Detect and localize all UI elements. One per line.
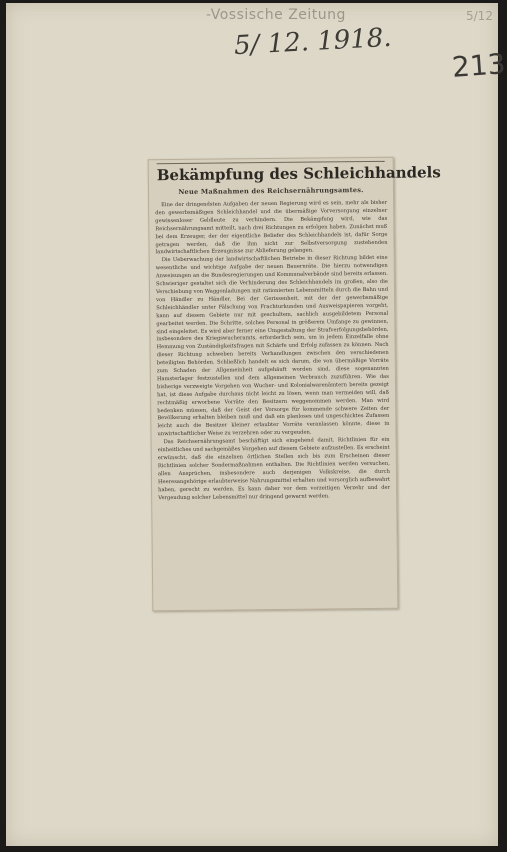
page-number: 213 [450,47,507,84]
corner-note: 5/12 [466,9,493,23]
article-body [155,200,390,503]
article-headline: Bekämpfung des Schleichhandels [157,161,385,185]
archive-sheet [6,3,507,846]
handwritten-date: 5/ 12. 1918. [233,22,393,62]
article-paragraph: Eine der dringendsten Aufgaben der neuen Regierung wird es sein, mehr als bisher den gewerbsmäßigen Schleichhandel und die übermäßige Vorversorgung einzelner gewissenloser Geldleute zu verhindern. Die Bekämpfung wird, wie das Reichsernährungsamt mitteilt, nach drei Richtungen zu erfolgen haben. Zunächst muß bei dem Erzeuger, der der eigentliche Beliefer des Schleichhandels ist, dafür Sorge getragen werden, daß die ihm nicht zur Selbstversorgung zustehenden landwirtschaftlichen Erzeugnisse zur Ablieferung gelangen. [155,199,388,256]
article-paragraph: Das Reichsernährungsamt beschäftigt sich eingehend damit, Richtlinien für ein einheitliches und sachgemäßes Vorgehen auf diesem Gebiete aufzustellen. Es erscheint erwünscht, daß die einzelnen örtlichen Stellen sich bis zum Erscheinen dieser Richtlinien solcher Sondermaßnahmen enthalten. Die Richtlinien werden versuchen, allen Ansprüchen, insbesondere auch derjenigen Volkskreise, die durch Heeresangehörige erlaubterweise Nahrungsmittel erhalten und vorsorglich aufbewahrt haben, gerecht zu werden. Es kann daher vor dem vorzeitigen Verzehr und der Vergeudung solcher Lebensmittel nur dringend gewarnt werden. [157,436,391,501]
article-subheadline: Neue Maßnahmen des Reichsernährungsamtes. [178,186,364,196]
article-paragraph: Die Ueberwachung der landwirtschaftlichen Betriebe in dieser Richtung bildet eine wesentliche und wichtige Aufgabe der neuen Bauernräte. Die hierzu notwendigen Anweisungen an die Bundesregierungen und Kommunalverbände sind bereits erlassen. Schwieriger gestaltet sich die Verhinderung des Schleichhandels im großen, also die Verschiebung von Waggonladungen mit rationierten Lebensmitteln durch die Bahn und von Händler zu Händler. Bei der Gerissenheit, mit der der gewerbsmäßige Schleichhändler unter Fälschung von Frachturkunden und Ausweispapieren vorgeht, kann auf diesem Gebiete nur mit geschultem, sachlich ausgebildetem Personal gearbeitet werden. Die Schritte, solches Personal in größerem Umfange zu gewinnen, sind eingeleitet. Es wird aber ferner eine Umgestaltung der Strafverfolgungsbehörden, insbesondere des Kriegswucheramts, erforderlich sein, um in jedem Einzelfalle ohne Hemmung von Zuständigkeitsfragen mit Schärfe und Erfolg zufassen zu können. Nach dieser Richtung schweben bereits Verhandlungen zwischen den verschiedenen beteiligten Behörden. Schließlich handelt es sich darum, die von übermäßige Vorräte zum Schaden der Allgemeinheit aufgehäuft worden sind, diese sogenannten Hamsterlager festzustellen und dem allgemeinen Verbrauch zuzuführen. Wie das bisherige verzweigte Vorgehen von Wucher- und Kolonialwarenämtern bereits gezeigt hat, ist diese Aufgabe durchaus nicht leicht zu lösen, wenn man vermeiden will, daß rechtmäßig erworbene Vorräte den Besitzern weggenommen werden. Man wird bedenken müssen, daß der Geist der Vorsorge für kommende schwere Zeiten der Bevölkerung erhalten bleiben muß und daß ein planloses und ungeschicktes Zufassen leicht auch die Besitzer kleiner erlaubter Vorräte veranlassen könnte, diese in unwirtschaftlicher Weise zu verzehren oder zu vergeuden. [155,255,390,438]
newspaper-stamp: -Vossische Zeitung [206,7,346,23]
newspaper-clipping [148,157,441,612]
